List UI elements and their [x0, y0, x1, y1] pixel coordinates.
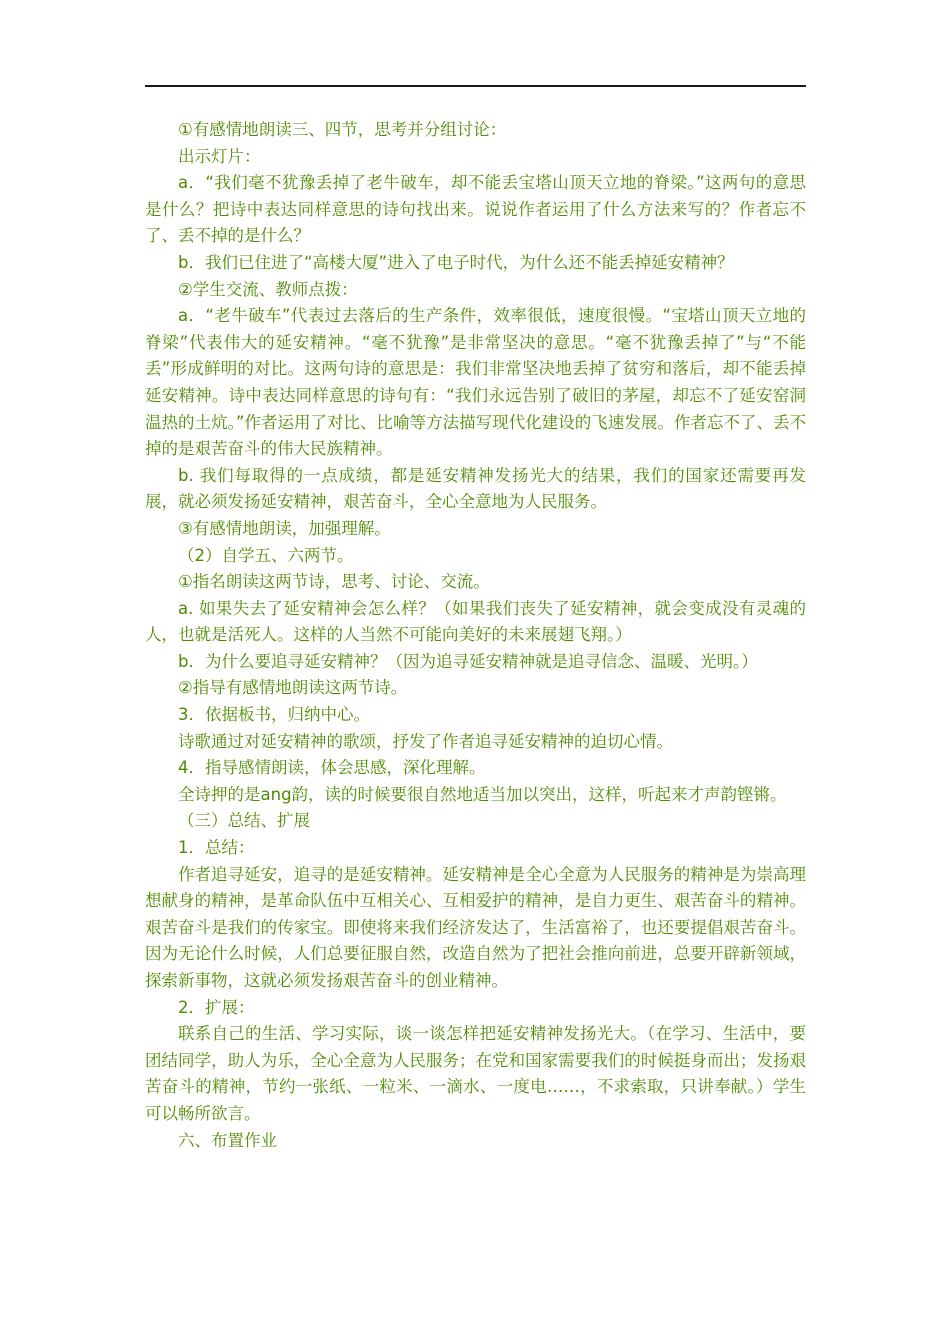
- paragraph-11: a. 如果失去了延安精神会怎么样？（如果我们丧失了延安精神，就会变成没有灵魂的人，也就是活死人。这样的人当然不可能向美好的未来展翅飞翔。）: [145, 598, 806, 645]
- paragraph-12: b．为什么要追寻延安精神？（因为追寻延安精神就是追寻信念、温暖、光明。）: [178, 651, 758, 671]
- paragraph-4: b．我们已住进了“高楼大厦”进入了电子时代，为什么还不能丢掉延安精神？: [178, 252, 734, 272]
- paragraph-20: 作者追寻延安，追寻的是延安精神。延安精神是全心全意为人民服务的精神是为崇高理想献身的精神，是革命队伍中互相关心、互相爱护的精神，是自力更生、艰苦奋斗的精神。艰苦奋斗是我们的传家宝。即使将来我们经济发达了，生活富裕了，也还要提倡艰苦奋斗。因为无论什么时候，人们总要征服自然，改造自然为了把社会推向前进，总要开辟新领域，探索新事物，这就必须发扬艰苦奋斗的创业精神。: [145, 864, 806, 990]
- paragraph-7: b. 我们每取得的一点成绩，都是延安精神发扬光大的结果，我们的国家还需要再发展，就必须发扬延安精神，艰苦奋斗，全心全意地为人民服务。: [145, 465, 806, 512]
- paragraph-8: ③有感情地朗读，加强理解。: [178, 518, 391, 538]
- paragraph-9: （2）自学五、六两节。: [178, 545, 354, 565]
- paragraph-13: ②指导有感情地朗读这两节诗。: [178, 678, 408, 698]
- paragraph-6: a．“老牛破车”代表过去落后的生产条件，效率很低，速度很慢。“宝塔山顶天立地的脊梁”代表伟大的延安精神。“毫不犹豫”是非常坚决的意思。“毫不犹豫丢掉了”与“不能丢”形成鲜明的对比。这两句诗的意思是：我们非常坚决地丢掉了贫穷和落后，却不能丢掉延安精神。诗中表达同样意思的诗句有：“我们永远告别了破旧的茅屋，却忘不了延安窑洞温热的土炕。”作者运用了对比、比喻等方法描写现代化建设的飞速发展。作者忘不了、丢不掉的是艰苦奋斗的伟大民族精神。: [145, 306, 806, 459]
- paragraph-21: 2．扩展：: [178, 997, 255, 1017]
- paragraph-14: 3．依据板书，归纳中心。: [178, 705, 370, 725]
- paragraph-23: 六、布置作业: [178, 1130, 277, 1150]
- header-rule: [145, 85, 806, 87]
- paragraph-5: ②学生交流、教师点拨：: [178, 279, 358, 299]
- paragraph-3: a．“我们毫不犹豫丢掉了老牛破车，却不能丢宝塔山顶天立地的脊梁。”这两句的意思是什么？把诗中表达同样意思的诗句找出来。说说作者运用了什么方法来写的？作者忘不了、丢不掉的是什么？: [145, 173, 806, 246]
- paragraph-19: 1．总结：: [178, 838, 255, 858]
- paragraph-17: 全诗押的是ang韵，读的时候要很自然地适当加以突出，这样，听起来才声韵铿锵。: [178, 784, 787, 804]
- paragraph-16: 4．指导感情朗读，体会思感，深化理解。: [178, 758, 486, 778]
- paragraph-22: 联系自己的生活、学习实际，谈一谈怎样把延安精神发扬光大。（在学习、生活中，要团结同学，助人为乐，全心全意为人民服务；在党和国家需要我们的时候挺身而出；发扬艰苦奋斗的精神，节约一张纸、一粒米、一滴水、一度电……，不求索取，只讲奉献。）学生可以畅所欲言。: [145, 1024, 806, 1123]
- paragraph-1: ①有感情地朗读三、四节，思考并分组讨论：: [178, 120, 507, 139]
- paragraph-10: ①指名朗读这两节诗，思考、讨论、交流。: [178, 572, 490, 592]
- paragraph-18: （三）总结、扩展: [178, 811, 310, 831]
- paragraph-2: 出示灯片：: [178, 146, 261, 166]
- document-body: [145, 117, 806, 1154]
- paragraph-15: 诗歌通过对延安精神的歌颂，抒发了作者追寻延安精神的迫切心情。: [178, 731, 673, 751]
